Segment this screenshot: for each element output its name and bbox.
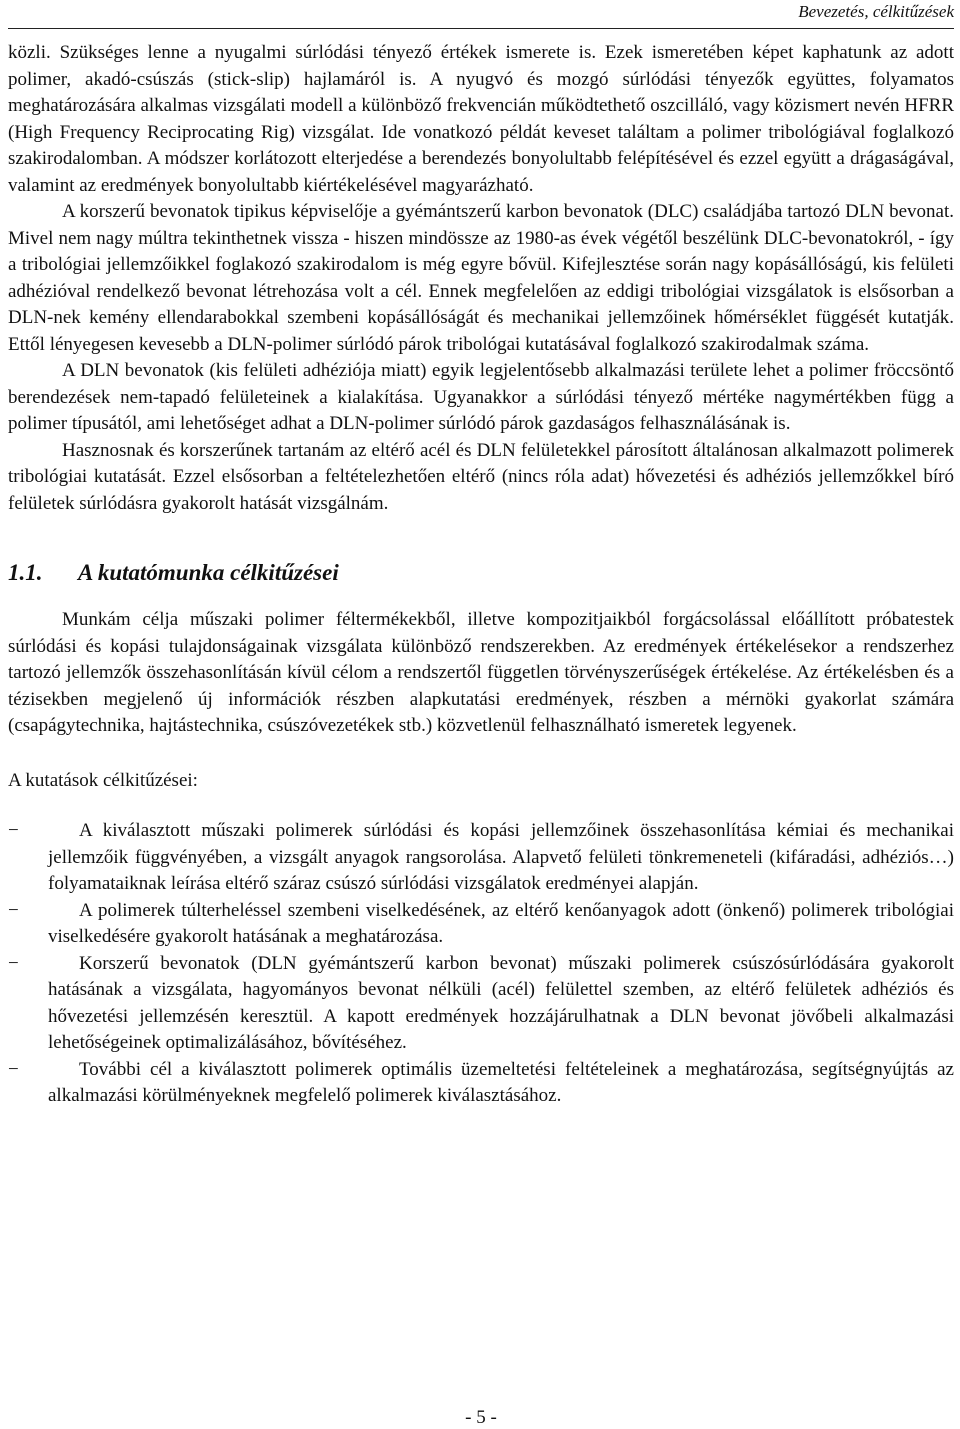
paragraph-dln-applications: A DLN bevonatok (kis felületi adhéziója miatt) egyik legjelentősebb alkalmazási területe lehet a polimer fröccsöntő berendezések nem-tapadó felületeinek a kialakítása. Ugyanakkor a súrlódási tényező mértéke nagymértékben függ a polimer típusától, ami lehetőséget adhat a DLN-polimer súrlódó párok gazdaságos felhasználásának is. bbox=[8, 360, 954, 434]
header-divider bbox=[8, 28, 954, 29]
list-item-text: Korszerű bevonatok (DLN gyémántszerű karbon bevonat) műszaki polimerek csúszósúrlódására gyakorolt hatásának a vizsgálata, hagyományos bevonat nélküli (acél) felülettel szemben, az eltérő felületek adhéziós és hővezetési jellemzésén keresztül. A kapott eredmények hozzájárulhatnak a DLN bevonat jövőbeli alkalmazási lehetőségeinek optimalizálásához, bővítéséhez. bbox=[48, 952, 954, 1053]
section-heading bbox=[8, 559, 954, 587]
list-item-text: További cél a kiválasztott polimerek optimális üzemeltetési feltételeinek a meghatározása, segítségnyújtás az alkalmazási körülményeknek megfelelő polimerek kiválasztásához. bbox=[48, 1058, 954, 1106]
section-title: A kutatómunka célkitűzései bbox=[78, 560, 339, 585]
paragraph-research-aim: Munkám célja műszaki polimer féltermékekből, illetve kompozitjaikból forgácsolással előállított próbatestek súrlódási és kopási tulajdonságainak vizsgálata különböző rendszerekben. Az eredmények értékelésekor a rendszerhez tartozó jellemzők összehasonlításán kívül célom a rendszertől független törvényszerűségek értékelése. Az értékelésben és a tézisekben megjelenő új információk részben alapkutatási eredmények, részben a mérnöki gyakorlat számára (csapágytechnika, hajtástechnika, csúszóvezetékek stb.) közvetlenül felhasználható ismeretek legyenek. bbox=[8, 609, 954, 736]
goals-lead: A kutatások célkitűzései: bbox=[8, 769, 198, 791]
paragraph-dlc-coatings: A korszerű bevonatok tipikus képviselője a gyémántszerű karbon bevonatok (DLC) családjába tartozó DLN bevonat. Mivel nem nagy múltra tekinthetnek vissza - hiszen mindössze az 1980-as évek végétől beszélünk DLC-bevonatokról, - így a tribológiai jellemzőikkel foglakozó szakirodalom is még egyre bővül. Kifejlesztése során nagy kopásállóságú, kis felületi adhézióval rendelkező bevonat létrehozása volt a cél. Ennek megfelelően az eddigi tribológiai vizsgálatok is elsősorban a DLN-nek kemény ellendarabokkal szembeni kopásállóságát és mechanikai jellemzőinek hőmérséklet függését kutatják. Ettől lényegesen kevesebb a DLN-polimer súrlódó párok tribológai kutatásával foglalkozó szakirodalmak száma. bbox=[8, 201, 954, 355]
paragraph-continuation: közli. Szükséges lenne a nyugalmi súrlódási tényező értékek ismerete is. Ezek ismeretében képet kaphatunk az adott polimer, akadó-csúszás (stick-slip) hajlamáról is. A nyugvó és mozgó súrlódási tényezők együttes, folyamatos meghatározására alkalmas vizsgálati modell a különböző frekvencián működtethető oszcilláló, vagy közismert nevén HFRR (High Frequency Reciprocating Rig) vizsgálat. Ide vonatkozó példát keveset találtam a polimer tribológiával foglalkozó szakirodalomban. A módszer korlátozott elterjedése a berendezés bonyolultabb felépítésével és ezzel együtt a drágaságával, valamint az eredmények bonyolultabb kiértékelésével magyarázható. bbox=[8, 42, 954, 196]
list-item bbox=[8, 818, 954, 898]
list-item bbox=[8, 898, 954, 951]
list-item-text: A kiválasztott műszaki polimerek súrlódási és kopási jellemzőinek összehasonlítása kémiai és mechanikai jellemzőik függvényében, a vizsgált anyagok rangsorolása. Alapvető felületi tönkremeneteli (kifáradási, adhéziós…) folyamataiknak leírása eltérő száraz csúszó súrlódási vizsgálatok eredményei alapján. bbox=[48, 820, 954, 894]
page-number: - 5 - bbox=[465, 1407, 497, 1428]
list-bullet: − bbox=[8, 952, 19, 974]
list-item-text: A polimerek túlterheléssel szembeni viselkedésének, az eltérő kenőanyagok adott (önkenő) polimerek tribológiai viselkedésére gyakorolt hatásának a meghatározása. bbox=[48, 899, 954, 947]
list-bullet: − bbox=[8, 1058, 19, 1080]
document-body bbox=[8, 40, 954, 1110]
document-page bbox=[8, 0, 954, 1429]
goals-list bbox=[8, 818, 954, 1110]
section-number: 1.1. bbox=[8, 560, 43, 585]
list-item bbox=[8, 951, 954, 1057]
running-header: Bevezetés, célkitűzések bbox=[798, 2, 954, 21]
list-item bbox=[8, 1057, 954, 1110]
list-bullet: − bbox=[8, 899, 19, 921]
paragraph-research-proposal: Hasznosnak és korszerűnek tartanám az eltérő acél és DLN felületekkel párosított általánosan alkalmazott polimerek tribológiai kutatását. Ezzel elsősorban a feltételezhetően eltérő (nincs róla adat) hővezetési és adhéziós jellemzőkkel bíró felületek súrlódásra gyakorolt hatását vizsgálnám. bbox=[8, 439, 954, 514]
list-bullet: − bbox=[8, 820, 19, 841]
